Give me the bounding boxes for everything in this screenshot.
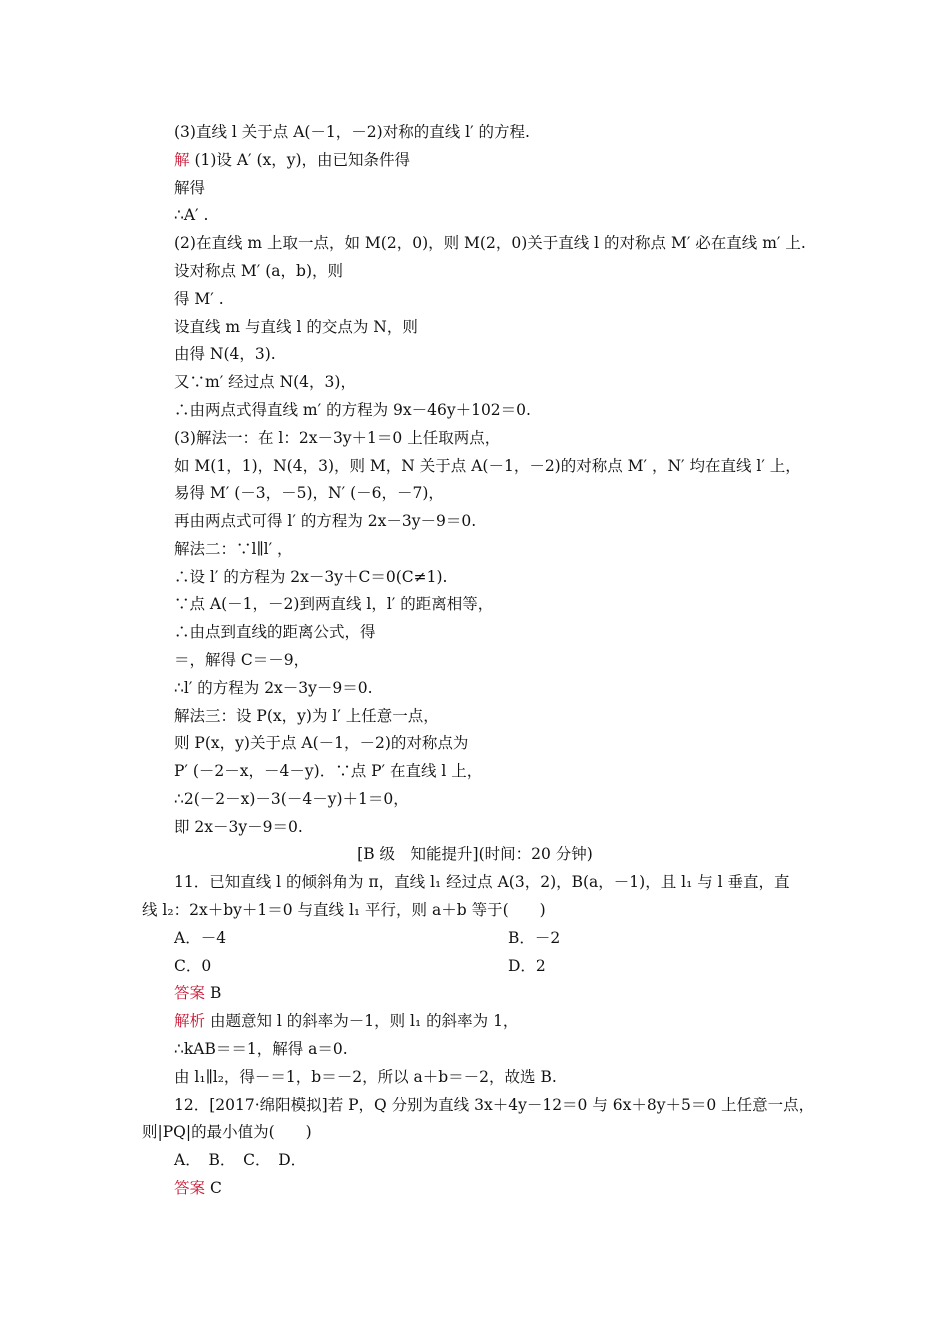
solution-line: ∴由点到直线的距离公式，得 <box>174 623 376 641</box>
q11-stem-line1: 11．已知直线 l 的倾斜角为 π，直线 l₁ 经过点 A(3，2)，B(a，－1)，且 l₁ 与 l 垂直，直 <box>174 873 790 891</box>
q11-analysis-line2: ∴kAB＝＝1，解得 a＝0. <box>174 1040 348 1058</box>
solution-line: 设直线 m 与直线 l 的交点为 N，则 <box>174 318 418 336</box>
q12-stem-line1: 12．[2017·绵阳模拟]若 P，Q 分别为直线 3x＋4y－12＝0 与 6x＋8y＋5＝0 上任意一点， <box>174 1096 815 1114</box>
q11-analysis-line1: 解析 由题意知 l 的斜率为－1，则 l₁ 的斜率为 1， <box>174 1012 519 1030</box>
q11-option-a: A．－4 <box>174 929 227 947</box>
solution-line: P′ (－2－x，－4－y)．∵点 P′ 在直线 l 上， <box>174 762 483 780</box>
solution-line: ∴l′ 的方程为 2x－3y－9＝0. <box>174 679 373 697</box>
solution-line: 得 M′ . <box>174 290 224 308</box>
solution-line: 易得 M′ (－3，－5)，N′ (－6，－7)， <box>174 484 444 502</box>
section-header: [B 级 知能提升](时间：20 分钟) <box>357 845 593 863</box>
solution-line: 再由两点式可得 l′ 的方程为 2x－3y－9＝0. <box>174 512 477 530</box>
q12-answer: 答案 C <box>174 1179 222 1197</box>
q12-options: A． B． C． D． <box>174 1151 307 1169</box>
solution-line: ∴由两点式得直线 m′ 的方程为 9x－46y＋102＝0. <box>174 401 531 419</box>
solution-line: (3)解法一：在 l：2x－3y＋1＝0 上任取两点， <box>174 429 501 447</box>
answer-label: 答案 <box>174 984 206 1002</box>
solution-line: ∴设 l′ 的方程为 2x－3y＋C＝0(C≠1). <box>174 568 448 586</box>
solution-line: 由得 N(4，3). <box>174 345 276 363</box>
solution-line: (2)在直线 m 上取一点，如 M(2，0)，则 M(2，0)关于直线 l 的对称点 M′ 必在直线 m′ 上. <box>174 234 806 252</box>
solution-line: 解法二：∵l∥l′ ， <box>174 540 293 558</box>
q11-option-c: C．0 <box>174 957 212 975</box>
solution-line: ∴2(－2－x)－3(－4－y)＋1＝0， <box>174 790 409 808</box>
solution-line: 解 (1)设 A′ (x，y)，由已知条件得 <box>174 151 411 169</box>
q12-stem-line2: 则|PQ|的最小值为( ) <box>142 1123 312 1141</box>
solution-label: 解 <box>174 151 190 169</box>
q11-analysis-line3: 由 l₁∥l₂，得－＝1，b＝－2，所以 a＋b＝－2，故选 B. <box>174 1068 557 1086</box>
q11-option-b: B．－2 <box>508 929 561 947</box>
answer-label: 答案 <box>174 1179 206 1197</box>
solution-line: ∴A′ . <box>174 206 209 224</box>
analysis-label: 解析 <box>174 1012 206 1030</box>
solution-line: 又∵m′ 经过点 N(4，3)， <box>174 373 356 391</box>
solution-line: 如 M(1，1)，N(4，3)，则 M，N 关于点 A(－1，－2)的对称点 M′ ，N′ 均在直线 l′ 上， <box>174 457 801 475</box>
q11-answer: 答案 B <box>174 984 222 1002</box>
q10-part3-statement: (3)直线 l 关于点 A(－1，－2)对称的直线 l′ 的方程. <box>174 123 530 141</box>
solution-line: 即 2x－3y－9＝0. <box>174 818 303 836</box>
q11-stem-line2: 线 l₂：2x＋by＋1＝0 与直线 l₁ 平行，则 a＋b 等于( ) <box>142 901 546 919</box>
solution-line: 解法三：设 P(x，y)为 l′ 上任意一点， <box>174 707 439 725</box>
solution-line: ∵点 A(－1，－2)到两直线 l，l′ 的距离相等， <box>174 595 494 613</box>
q11-option-d: D．2 <box>508 957 546 975</box>
solution-line: 解得 <box>174 179 206 197</box>
solution-line: ＝，解得 C＝－9， <box>174 651 310 669</box>
solution-line: 则 P(x，y)关于点 A(－1，－2)的对称点为 <box>174 734 469 752</box>
solution-line: 设对称点 M′ (a，b)，则 <box>174 262 344 280</box>
